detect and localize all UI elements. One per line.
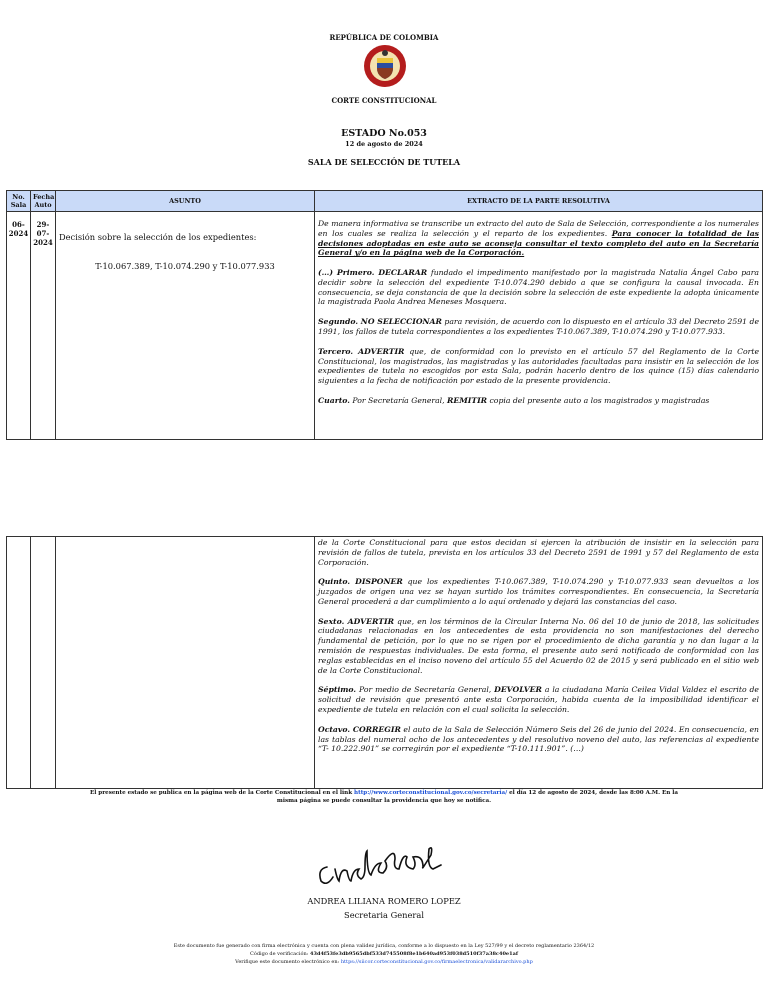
extract-cuarto: Cuarto. Por Secretaría General, REMITIR copia del presente auto a los magistrados y magistradas	[318, 395, 710, 405]
extract-cuarto-cont: de la Corte Constitucional para que estos decidan si ejercen la atribución de insistir en la selección para revisión de fallos de tutela, prevista en los artículos 33 del Decreto 2591 de 1991 y 57 del Reglamento de esta Corporación.	[318, 538, 759, 567]
verification-block	[0, 943, 768, 966]
extract-sexto: Sexto. ADVERTIR que, en los términos de la Circular Interna No. 06 del 10 de junio de 2018, las solicitudes ciudadanas relacionadas en los antecedentes de esta providencia no son manifestaciones del derecho fundamental de petición, por lo que no se rigen por el procedimiento de dicha garantía y no dan lugar a la remisión de respuestas individuales. De esta forma, el presente auto será notificado de conformidad con las reglas establecidas en el inciso noveno del artículo 55 del Acuerdo 02 de 2015 y será publicado en el sitio web de la Corte Constitucional.	[318, 616, 760, 675]
expedientes-list: T-10.067.389, T-10.074.290 y T-10.077.933	[95, 261, 275, 271]
header-asunto: ASUNTO	[56, 191, 315, 212]
cell-sala: 06-2024	[7, 212, 31, 440]
header-extracto: EXTRACTO DE LA PARTE RESOLUTIVA	[315, 191, 763, 212]
sala-title: SALA DE SELECCIÓN DE TUTELA	[307, 157, 461, 167]
signer-role: Secretaria General	[344, 910, 424, 920]
cell-fecha-cont	[31, 537, 56, 789]
verification-link[interactable]: https://siicor.corteconstitucional.gov.co/firmaelectronica/validararchivo.php	[340, 958, 533, 965]
estado-number: ESTADO No.053	[341, 128, 427, 139]
verification-code-line: Código de verificación: 43d4f53fe3db9565dbf533d745508f8e1b640ad953f038d510f37a38c40e1af	[250, 950, 518, 957]
signer-name: ANDREA LILIANA ROMERO LOPEZ	[307, 896, 461, 906]
extract-septimo: Séptimo. Por medio de Secretaría General, DEVOLVER a la ciudadana María Ceilea Vidal Valdez el escrito de solicitud de revisión que presentó ante esta Corporación, habida cuenta de la imposibilidad identificar el expediente de tutela en relación con el cual solicita la selección.	[318, 685, 759, 714]
secretaria-link[interactable]: http://www.corteconstitucional.gov.co/secretaria/	[354, 790, 508, 796]
estado-date: 12 de agosto de 2024	[345, 140, 423, 148]
court-name: CORTE CONSTITUCIONAL	[331, 96, 437, 105]
publication-notice: El presente estado se publica en la página web de la Corte Constitucional en el link http://www.corteconstitucional.gov.co/secretaria/ el día 12 de agosto de 2024, desde las 8:00 A.M. En la misma página se puede consultar la providencia que hoy se notifica.	[89, 790, 679, 804]
header-fecha-auto: Fecha Auto	[31, 191, 56, 212]
verification-url-line: Verifique este documento electrónico en: https://siicor.corteconstitucional.gov.co/firmaelectronica/validararchivo.php	[235, 958, 533, 965]
estado-table-continued	[6, 536, 763, 789]
extract-segundo: Segundo. NO SELECCIONAR para revisión, de acuerdo con lo dispuesto en el artículo 33 del Decreto 2591 de 1991, los fallos de tutela correspondientes a los expedientes T-10.067.389, T-10.074.290 y T-10.077.933.	[318, 317, 759, 337]
coat-of-arms-seal	[363, 44, 407, 88]
extract-intro: De manera informativa se transcribe un extracto del auto de Sala de Selección, correspondiente a los numerales en los cuales se realiza la selección y el reparto de los expedientes. Para conocer la totalidad de las decisiones adoptadas en este auto se aconseja consultar el texto completo del auto en la Secretaría General y/o en la página web de la Corporación.	[318, 219, 760, 258]
estado-table	[6, 190, 763, 440]
extract-tercero: Tercero. ADVERTIR que, de conformidad con lo previsto en el artículo 57 del Reglamento de la Corte Constitucional, los magistrados, las magistradas y las autoridades facultadas para insistir en la selección de los expedientes de tutela no escogidos por esta Sala, podrán hacerlo dentro de los quince (15) días calendario siguientes a la fecha de notificación por estado de la presente providencia.	[318, 346, 759, 386]
cell-extracto-cont	[315, 537, 763, 789]
extract-octavo: Octavo. CORREGIR el auto de la Sala de Selección Número Seis del 26 de junio del 2024. En consecuencia, en las tablas del numeral ocho de los antecedentes y del resolutivo noveno del auto, las referencias al expediente “T- 10.222.901” se corregirán por el expediente “T-10.111.901”. (…)	[318, 724, 759, 754]
cell-asunto-cont	[56, 537, 315, 789]
verification-statement: Este documento fue generado con firma electrónica y cuenta con plena validez jurídica, conforme a lo dispuesto en la Ley 527/99 y el decreto reglamentario 2364/12	[173, 943, 595, 949]
extract-primero: (…) Primero. DECLARAR fundado el impedimento manifestado por la magistrada Natalia Ángel Cabo para decidir sobre la selección del expediente T-10.074.290 debido a que se configura la causal invocada. En consecuencia, se deja constancia de que la decisión sobre la selección de este expediente la adopta únicamente la magistrada Paola Andrea Meneses Mosquera.	[318, 268, 759, 307]
asunto-text: Decisión sobre la selección de los expedientes:	[59, 232, 257, 242]
republic-title: REPÚBLICA DE COLOMBIA	[329, 33, 439, 42]
handwritten-signature	[315, 845, 455, 893]
cell-fecha: 29-07-2024	[31, 212, 56, 440]
extract-quinto: Quinto. DISPONER que los expedientes T-10.067.389, T-10.074.290 y T-10.077.933 sean devueltos a los juzgados de origen una vez se hayan surtido los trámites correspondientes. En consecuencia, la Secretaría General procederá a dar cumplimiento a lo aquí ordenado y dejará las constancias del caso.	[318, 577, 759, 606]
cell-asunto	[56, 212, 315, 440]
header-no-sala: No. Sala	[7, 191, 31, 212]
cell-extracto	[315, 212, 763, 440]
cell-sala-cont	[7, 537, 31, 789]
